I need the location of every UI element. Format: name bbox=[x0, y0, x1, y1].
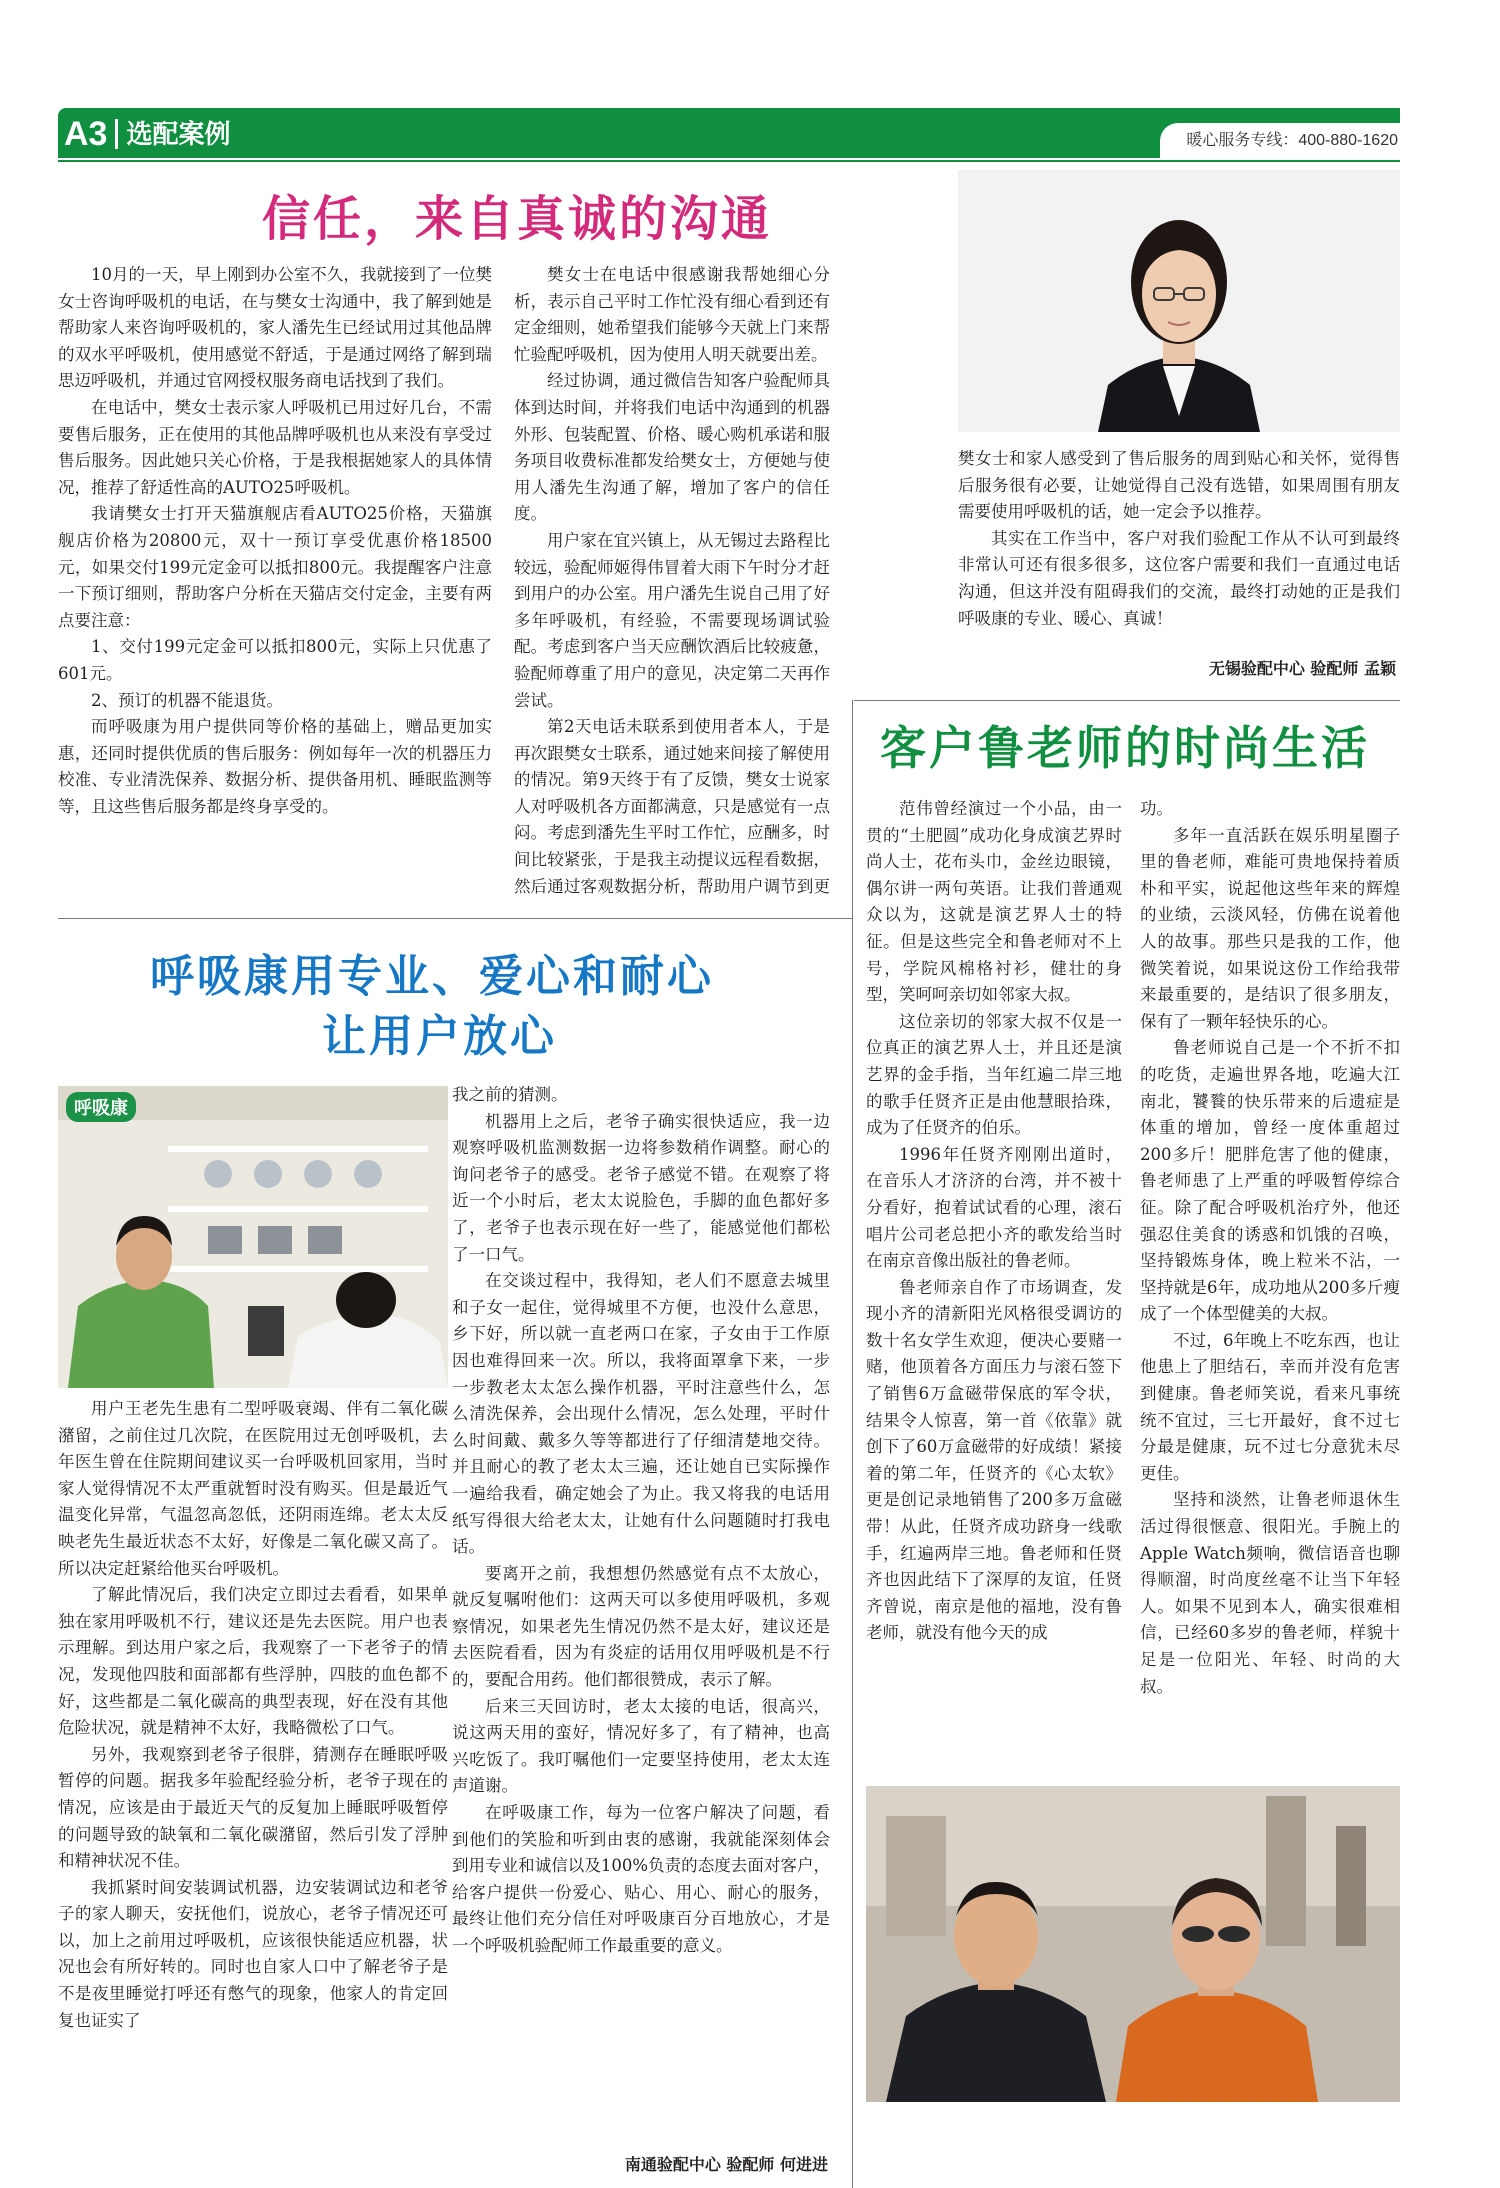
paragraph: 不过，6年晚上不吃东西，也让他患上了胆结石，幸而并没有危害到健康。鲁老师笑说，看来凡事统统不宜过，三七开最好，食不过七分最是健康，玩不过七分意犹未尽更佳。 bbox=[1140, 1330, 1400, 1483]
article1-column-3 bbox=[958, 446, 1400, 666]
celebrity-photo-image bbox=[866, 1786, 1400, 2102]
paragraph: 在电话中，樊女士表示家人呼吸机已用过好几台，不需要售后服务，正在使用的其他品牌呼吸机也从来没有享受过售后服务。因此她只关心价格，于是我根据她家人的具体情况，推荐了舒适性高的AUTO25呼吸机。 bbox=[58, 397, 492, 497]
paragraph: 用户家在宜兴镇上，从无锡过去路程比较远，验配师姬得伟冒着大雨下午时分才赶到用户的办公室。用户潘先生说自己用了好多年呼吸机，有经验，不需要现场调试验配。考虑到客户当天应酬饮酒后比较疲惫，验配师尊重了用户的意见，决定第二天再作尝试。 bbox=[514, 530, 830, 710]
article3-signature: 南通验配中心 验配师 何进进 bbox=[624, 2155, 828, 2174]
divider-article3-top bbox=[58, 918, 852, 919]
section-code: A3 bbox=[64, 115, 108, 153]
store-logo: 呼吸康 bbox=[66, 1092, 136, 1122]
divider-article2-top bbox=[854, 700, 1400, 701]
paragraph: 功。 bbox=[1140, 799, 1173, 818]
paragraph: 鲁老师亲自作了市场调查，发现小齐的清新阳光风格很受调访的数十名女学生欢迎，便决心要赌一赌，他顶着各方面压力与滚石签下了销售6万盒磁带保底的军令状，结果令人惊喜，第一首《依靠》就创下了60万盒磁带的好成绩！紧接着的第二年，任贤齐的《心太软》更是创记录地销售了200多万盒磁带！从此，任贤齐成功跻身一线歌手，红遍两岸三地。鲁老师和任贤齐也因此结下了深厚的友谊，任贤齐曾说，南京是他的福地，没有鲁老师，就没有他今天的成 bbox=[866, 1277, 1122, 1643]
paragraph: 我请樊女士打开天猫旗舰店看AUTO25价格，天猫旗舰店价格为20800元，双十一预订享受优惠价格18500元，如果交付199元定金可以抵扣800元。我提醒客户注意一下预订细则，帮助客户分析在天猫店交付定金，主要有两点要注意： bbox=[58, 504, 492, 630]
paragraph: 樊女士和家人感受到了售后服务的周到贴心和关怀，觉得售后服务很有必要，让她觉得自己没有选错，如果周围有朋友需要使用呼吸机的话，她一定会予以推荐。 bbox=[958, 449, 1400, 522]
paragraph: 要离开之前，我想想仍然感觉有点不太放心，就反复嘱咐他们：这两天可以多使用呼吸机，多观察情况，如果老先生情况仍然不是太好，建议还是去医院看看，因为有炎症的话用仅用呼吸机是不行的，要配合用药。他们都很赞成，表示了解。 bbox=[452, 1563, 830, 1690]
section-divider bbox=[115, 119, 118, 149]
paragraph: 经过协调，通过微信告知客户验配师具体到达时间，并将我们电话中沟通到的机器外形、包装配置、价格、暖心购机承诺和服务项目收费标准都发给樊女士，方便她与使用人潘先生沟通了解，增加了客户的信任度。 bbox=[514, 371, 830, 524]
paragraph: 其实在工作当中，客户对我们验配工作从不认可到最终非常认可还有很多很多，这位客户需要和我们一直通过电话沟通，但这并没有阻碍我们的交流，最终打动她的正是我们呼吸康的专业、暖心、真诚！ bbox=[958, 528, 1400, 628]
paragraph: 1996年任贤齐刚刚出道时，在音乐人才济济的台湾，并不被十分看好，抱着试试看的心理，滚石唱片公司老总把小齐的歌发给当时在南京音像出版社的鲁老师。 bbox=[866, 1144, 1122, 1271]
portrait-photo bbox=[958, 170, 1400, 432]
paragraph: 我之前的猜测。 bbox=[452, 1085, 568, 1104]
paragraph: 10月的一天，早上刚到办公室不久，我就接到了一位樊女士咨询呼吸机的电话，在与樊女士沟通中，我了解到她是帮助家人来咨询呼吸机的，家人潘先生已经试用过其他品牌的双水平呼吸机，使用感觉不舒适，于是通过网络了解到瑞思迈呼吸机，并通过官网授权服务商电话找到了我们。 bbox=[58, 265, 492, 391]
article1-column-2 bbox=[514, 262, 830, 902]
article1-title: 信任，来自真诚的沟通 bbox=[262, 191, 773, 247]
article2-column-1 bbox=[866, 796, 1122, 1796]
paragraph: 范伟曾经演过一个小品，由一贯的“土肥圆”成功化身成演艺界时尚人士，花布头巾，金丝边眼镜，偶尔讲一两句英语。让我们普通观众以为，这就是演艺界人士的特征。但是这些完全和鲁老师对不上号，学院风棉格衬衫，健壮的身型，笑呵呵亲切如邻家大叔。 bbox=[866, 799, 1122, 1005]
showroom-photo bbox=[58, 1086, 448, 1388]
paragraph: 2、预订的机器不能退货。 bbox=[91, 690, 283, 710]
paragraph: 在呼吸康工作，每为一位客户解决了问题，看到他们的笑脸和听到由衷的感谢，我就能深刻体会到用专业和诚信以及100%负责的态度去面对客户，给客户提供一份爱心、贴心、用心、耐心的服务，最终让他们充分信任对呼吸康百分百地放心，才是一个呼吸机验配师工作最重要的意义。 bbox=[452, 1803, 830, 1955]
paragraph: 机器用上之后，老爷子确实很快适应，我一边观察呼吸机监测数据一边将参数稍作调整。耐心的询问老爷子的感受。老爷子感觉不错。在观察了将近一个小时后，老太太说脸色，手脚的血色都好多了，老爷子也表示现在好一些了，能感觉他们都松了一口气。 bbox=[452, 1111, 830, 1264]
portrait-photo-image bbox=[958, 170, 1400, 432]
showroom-photo-image bbox=[58, 1086, 448, 1388]
paragraph: 坚持和淡然，让鲁老师退休生活过得很惬意、很阳光。手腕上的Apple Watch频响，微信语音也聊得顺溜，时尚度丝毫不让当下年轻人。如果不见到本人，确实很难相信，已经60多岁的鲁老师，样貌十足是一位阳光、年轻、时尚的大叔。 bbox=[1140, 1490, 1400, 1696]
header-rule bbox=[58, 160, 1400, 162]
article1-column-1 bbox=[58, 262, 492, 902]
paragraph: 鲁老师说自己是一个不折不扣的吃货，走遍世界各地，吃遍大江南北，饕餮的快乐带来的后遗症是体重的增加，曾经一度体重超过200多斤！肥胖危害了他的健康，鲁老师患了上严重的呼吸暂停综合征。除了配合呼吸机治疗外，他还强忍住美食的诱惑和饥饿的召唤，坚持锻炼身体，晚上粒米不沾，一坚持就是6年，成功地从200多斤瘦成了一个体型健美的大叔。 bbox=[1140, 1038, 1400, 1324]
paragraph: 第2天电话未联系到使用者本人，于是再次跟樊女士联系，通过她来间接了解使用的情况。第9天终于有了反馈，樊女士说家人对呼吸机各方面都满意，只是感觉有一点闷。考虑到潘先生平时工作忙，应酬多，时间比较紧张，于是我主动提议远程看数据，然后通过客观数据分析，帮助用户调节到更 bbox=[514, 717, 830, 896]
paragraph: 这位亲切的邻家大叔不仅是一位真正的演艺界人士，并且还是演艺界的金手指，当年红遍二岸三地的歌手任贤齐正是由他慧眼拾珠，成为了任贤齐的伯乐。 bbox=[866, 1011, 1122, 1138]
section-name: 选配案例 bbox=[126, 119, 231, 149]
divider-vertical bbox=[852, 700, 853, 2188]
service-hotline: 暖心服务专线：400-880-1620 bbox=[1186, 132, 1398, 149]
paragraph: 而呼吸康为用户提供同等价格的基础上，赠品更加实惠，还同时提供优质的售后服务：例如每年一次的机器压力校准、专业清洗保养、数据分析、提供备用机、睡眠监测等等，且这些售后服务都是终身享受的。 bbox=[58, 717, 492, 816]
paragraph: 多年一直活跃在娱乐明星圈子里的鲁老师，难能可贵地保持着质朴和平实，说起他这些年来的辉煌的业绩，云淡风轻，仿佛在说着他人的故事。那些只是我的工作，他微笑着说，如果说这份工作给我带来最重要的，是结识了很多朋友，保有了一颗年轻快乐的心。 bbox=[1140, 825, 1400, 1031]
article3-title-line2: 让用户放心 bbox=[322, 1011, 557, 1062]
paragraph: 了解此情况后，我们决定立即过去看看，如果单独在家用呼吸机不行，建议还是先去医院。用户也表示理解。到达用户家之后，我观察了一下老爷子的情况，发现他四肢和面部都有些浮肿，四肢的血色都不好，这些都是二氧化碳高的典型表现，好在没有其他危险状况，就是精神不太好，我略微松了口气。 bbox=[58, 1585, 448, 1738]
article3-column-1 bbox=[58, 1396, 448, 2170]
paragraph: 另外，我观察到老爷子很胖，猜测存在睡眠呼吸暂停的问题。据我多年验配经验分析，老爷子现在的情况，应该是由于最近天气的反复加上睡眠呼吸暂停的问题导致的缺氧和二氧化碳潴留，然后引发了浮肿和精神状况不佳。 bbox=[58, 1744, 448, 1871]
paragraph: 我抓紧时间安装调试机器，边安装调试边和老爷子的家人聊天，安抚他们，说放心，老爷子情况还可以，加上之前用过呼吸机，应该很快能适应机器，状况也会有所好转的。同时也自家人口中了解老爷子是不是夜里睡觉打呼还有憋气的现象，他家人的肯定回复也证实了 bbox=[58, 1877, 448, 2030]
article3-column-2 bbox=[452, 1082, 830, 2188]
paragraph: 樊女士在电话中很感谢我帮她细心分析，表示自己平时工作忙没有细心看到还有定金细则，她希望我们能够今天就上门来帮忙验配呼吸机，因为使用人明天就要出差。 bbox=[514, 265, 830, 364]
article2-column-2 bbox=[1140, 796, 1400, 1796]
celebrity-photo bbox=[866, 1786, 1400, 2102]
article3-title-line1: 呼吸康用专业、爱心和耐心 bbox=[150, 951, 714, 1002]
section-label bbox=[64, 112, 230, 156]
paragraph: 用户王老先生患有二型呼吸衰竭、伴有二氧化碳潴留，之前住过几次院，在医院用过无创呼吸机，去年医生曾在住院期间建议买一台呼吸机回家用，当时家人觉得情况不太严重就暂时没有购买。但是最近气温变化异常，气温忽高忽低，还阴雨连绵。老太太反映老先生最近状态不太好，好像是二氧化碳又高了。所以决定赶紧给他买台呼吸机。 bbox=[58, 1399, 448, 1578]
article1-signature: 无锡验配中心 验配师 孟颖 bbox=[1208, 659, 1396, 678]
paragraph: 后来三天回访时，老太太接的电话，很高兴，说这两天用的蛮好，情况好多了，有了精神，也高兴吃饭了。我叮嘱他们一定要坚持使用，老太太连声道谢。 bbox=[452, 1696, 830, 1796]
article2-title: 客户鲁老师的时尚生活 bbox=[880, 721, 1370, 775]
paragraph: 在交谈过程中，我得知，老人们不愿意去城里和子女一起住，觉得城里不方便，也没什么意思，乡下好，所以就一直老两口在家，子女由于工作原因也难得回来一次。所以，我将面罩拿下来，一步一步教老太太怎么操作机器，平时注意些什么，怎么清洗保养，会出现什么情况，怎么处理，平时什么时间戴、戴多久等等都进行了仔细清楚地交待。并且耐心的教了老太太三遍，还让她自已实际操作一遍给我看，确定她会了为止。我又将我的电话用纸写得很大给老太太，让她有什么问题随时打我电话。 bbox=[452, 1271, 830, 1557]
paragraph: 1、交付199元定金可以抵扣800元，实际上只优惠了601元。 bbox=[58, 637, 492, 683]
